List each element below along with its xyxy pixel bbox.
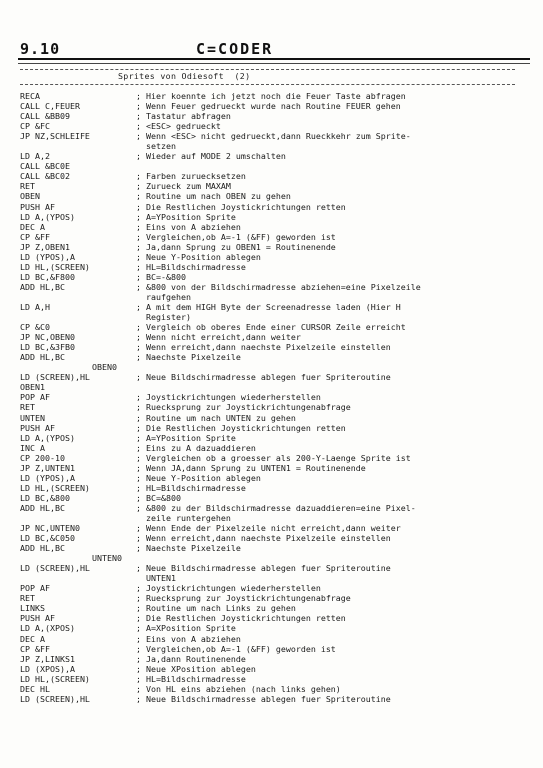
code-instruction: LD A,2 (20, 151, 50, 162)
code-line (20, 613, 530, 623)
code-comment: ; Farben zuruecksetzen (136, 171, 246, 182)
code-line (20, 161, 530, 171)
code-line (20, 242, 530, 252)
code-instruction: CP &C0 (20, 322, 50, 333)
code-instruction: OBEN0 (92, 362, 117, 373)
code-line (20, 202, 530, 212)
code-instruction: ADD HL,BC (20, 352, 65, 363)
code-instruction: DEC A (20, 633, 45, 644)
code-instruction: LD A,(XPOS) (20, 623, 75, 634)
code-comment: ; Von HL eins abziehen (nach links gehen) (136, 683, 341, 694)
code-line (20, 593, 530, 603)
code-comment: ; Wenn nicht erreicht,dann weiter (136, 332, 301, 343)
code-instruction: LD BC,&800 (20, 492, 70, 503)
code-line (20, 603, 530, 613)
code-line (20, 181, 530, 191)
code-comment: ; Wenn Ende der Pixelzeile nicht erreicht,dann weiter (136, 523, 401, 534)
code-comment: ; A=YPosition Sprite (136, 432, 236, 443)
code-instruction: POP AF (20, 583, 50, 594)
code-line (20, 332, 530, 342)
code-comment: ; Eins von A abziehen (136, 221, 241, 232)
code-instruction: RET (20, 181, 35, 192)
code-comment: ; Wenn erreicht,dann naechste Pixelzeile einstellen (136, 342, 391, 353)
code-line (20, 222, 530, 232)
code-instruction: RET (20, 593, 35, 604)
code-comment: ; Routine um nach UNTEN zu gehen (136, 412, 296, 423)
code-comment: ; Wenn JA,dann Sprung zu UNTEN1 = Routinenende (136, 462, 366, 473)
code-line (20, 433, 530, 443)
code-comment: ; A mit dem HIGH Byte der Screenadresse laden (Hier H (136, 301, 401, 312)
code-line (20, 402, 530, 412)
code-instruction: JP NZ,SCHLEIFE (20, 131, 90, 142)
code-instruction: JP NC,OBEN0 (20, 332, 75, 343)
code-instruction: UNTEN0 (92, 553, 122, 564)
code-comment: raufgehen (136, 291, 191, 302)
code-instruction: LD A,H (20, 301, 50, 312)
code-comment: ; Vergleichen,ob A=-1 (&FF) geworden ist (136, 643, 336, 654)
code-instruction: CP &FF (20, 643, 50, 654)
code-line (20, 91, 530, 101)
code-comment: Register) (136, 312, 191, 323)
code-line (20, 292, 530, 302)
dashed-divider-bottom (20, 84, 515, 85)
code-line (20, 262, 530, 272)
code-line (20, 111, 530, 121)
code-instruction: CP &FC (20, 121, 50, 132)
code-line (20, 423, 530, 433)
code-comment: ; Wieder auf MODE 2 umschalten (136, 151, 286, 162)
code-instruction: POP AF (20, 392, 50, 403)
code-line (20, 302, 530, 312)
code-instruction: OBEN (20, 191, 40, 202)
code-instruction: CP 200-10 (20, 452, 65, 463)
code-comment: setzen (136, 141, 176, 152)
code-line (20, 141, 530, 151)
code-line (20, 342, 530, 352)
code-line (20, 382, 530, 392)
code-comment: ; Wenn Feuer gedrueckt wurde nach Routine FEUER gehen (136, 101, 401, 112)
section-subtitle: Sprites von Odiesoft (2) (118, 71, 251, 81)
code-instruction: JP Z,LINKS1 (20, 653, 75, 664)
dashed-divider-top (20, 69, 515, 70)
code-instruction: JP Z,UNTEN1 (20, 462, 75, 473)
code-comment: ; Vergleich ob oberes Ende einer CURSOR Zeile erreicht (136, 322, 406, 333)
code-instruction: LD BC,&F800 (20, 271, 75, 282)
code-instruction: CALL &BC0E (20, 161, 70, 172)
code-comment: ; Joystickrichtungen wiederherstellen (136, 392, 321, 403)
code-line (20, 171, 530, 181)
code-comment: ; Neue Y-Position ablegen (136, 251, 261, 262)
code-comment: ; &800 von der Bildschirmadresse abziehen=eine Pixelzeile (136, 281, 421, 292)
code-comment: ; Wenn <ESC> nicht gedrueckt,dann Rueckkehr zum Sprite- (136, 131, 411, 142)
code-line (20, 443, 530, 453)
code-line (20, 473, 530, 483)
code-line (20, 563, 530, 573)
code-line (20, 362, 530, 372)
code-instruction: RECA (20, 91, 40, 101)
code-instruction: ADD HL,BC (20, 502, 65, 513)
code-line (20, 151, 530, 161)
code-instruction: RET (20, 402, 35, 413)
code-instruction: LD (YPOS),A (20, 251, 75, 262)
code-instruction: CALL &BB09 (20, 111, 70, 122)
code-comment: ; Ruecksprung zur Joystickrichtungenabfrage (136, 593, 351, 604)
code-instruction: LD A,(YPOS) (20, 211, 75, 222)
code-comment: ; BC=&800 (136, 492, 181, 503)
code-comment: ; Ja,dann Sprung zu OBEN1 = Routinenende (136, 241, 336, 252)
code-comment: ; Wenn erreicht,dann naechste Pixelzeile einstellen (136, 533, 391, 544)
code-line (20, 282, 530, 292)
code-instruction: CALL &BC02 (20, 171, 70, 182)
code-line (20, 573, 530, 583)
code-line (20, 372, 530, 382)
code-instruction: LD BC,&C050 (20, 533, 75, 544)
code-instruction: DEC A (20, 221, 45, 232)
code-comment: ; Eins zu A dazuaddieren (136, 442, 256, 453)
code-instruction: LD HL,(SCREEN) (20, 261, 90, 272)
code-comment: ; Zurueck zum MAXAM (136, 181, 231, 192)
code-line (20, 503, 530, 513)
code-line (20, 493, 530, 503)
code-comment: ; A=XPosition Sprite (136, 623, 236, 634)
code-instruction: LD (XPOS),A (20, 663, 75, 674)
code-line (20, 352, 530, 362)
code-instruction: LD HL,(SCREEN) (20, 673, 90, 684)
code-comment: ; Tastatur abfragen (136, 111, 231, 122)
code-instruction: ADD HL,BC (20, 281, 65, 292)
code-line (20, 583, 530, 593)
code-line (20, 392, 530, 402)
code-line (20, 252, 530, 262)
code-instruction: DEC HL (20, 683, 50, 694)
code-instruction: JP NC,UNTEN0 (20, 523, 80, 534)
code-comment: ; BC=-&800 (136, 271, 186, 282)
page-title: C=CODER (196, 40, 274, 58)
code-listing (20, 91, 530, 704)
code-instruction: PUSH AF (20, 422, 55, 433)
code-comment: ; Eins von A abziehen (136, 633, 241, 644)
code-comment: ; Die Restlichen Joystickrichtungen retten (136, 422, 346, 433)
code-line (20, 543, 530, 553)
code-line (20, 121, 530, 131)
code-comment: ; <ESC> gedrueckt (136, 121, 221, 132)
code-line (20, 513, 530, 523)
code-instruction: UNTEN (20, 412, 45, 423)
code-comment: zeile runtergehen (136, 512, 231, 523)
code-line (20, 212, 530, 222)
code-line (20, 101, 530, 111)
code-line (20, 634, 530, 644)
code-line (20, 684, 530, 694)
code-instruction: LD (YPOS),A (20, 472, 75, 483)
code-instruction: PUSH AF (20, 201, 55, 212)
code-comment: ; HL=Bildschirmadresse (136, 482, 246, 493)
code-line (20, 523, 530, 533)
code-comment: ; Vergleichen ob a groesser als 200-Y-Laenge Sprite ist (136, 452, 411, 463)
code-line (20, 312, 530, 322)
code-comment: ; A=YPosition Sprite (136, 211, 236, 222)
code-comment: ; Neue Bildschirmadresse ablegen fuer Spriteroutine (136, 693, 391, 704)
code-comment: ; Ja,dann Routinenende (136, 653, 246, 664)
code-instruction: INC A (20, 442, 45, 453)
code-line (20, 694, 530, 704)
code-instruction: PUSH AF (20, 613, 55, 624)
code-comment: ; Die Restlichen Joystickrichtungen retten (136, 613, 346, 624)
code-comment: ; &800 zu der Bildschirmadresse dazuaddieren=eine Pixel- (136, 502, 416, 513)
code-instruction: OBEN1 (20, 382, 45, 393)
code-line (20, 413, 530, 423)
code-comment: ; Neue XPosition ablegen (136, 663, 256, 674)
code-line (20, 463, 530, 473)
code-instruction: CP &FF (20, 231, 50, 242)
code-line (20, 131, 530, 141)
code-comment: UNTEN1 (136, 573, 176, 584)
code-line (20, 553, 530, 563)
code-line (20, 483, 530, 493)
code-comment: ; Hier koennte ich jetzt noch die Feuer Taste abfragen (136, 91, 406, 101)
code-comment: ; Routine um nach OBEN zu gehen (136, 191, 291, 202)
code-comment: ; Naechste Pixelzeile (136, 543, 241, 554)
code-line (20, 453, 530, 463)
code-comment: ; Joystickrichtungen wiederherstellen (136, 583, 321, 594)
code-comment: ; Vergleichen,ob A=-1 (&FF) geworden ist (136, 231, 336, 242)
code-line (20, 191, 530, 201)
code-line (20, 654, 530, 664)
code-instruction: CALL C,FEUER (20, 101, 80, 112)
code-comment: ; HL=Bildschirmadresse (136, 261, 246, 272)
code-line (20, 272, 530, 282)
code-line (20, 533, 530, 543)
code-comment: ; Ruecksprung zur Joystickrichtungenabfrage (136, 402, 351, 413)
code-line (20, 623, 530, 633)
code-comment: ; HL=Bildschirmadresse (136, 673, 246, 684)
code-line (20, 322, 530, 332)
code-line (20, 664, 530, 674)
code-instruction: LD BC,&3FB0 (20, 342, 75, 353)
code-comment: ; Neue Bildschirmadresse ablegen fuer Spriteroutine (136, 563, 391, 574)
code-line (20, 644, 530, 654)
page-number: 9.10 (20, 40, 61, 58)
code-comment: ; Neue Y-Position ablegen (136, 472, 261, 483)
code-instruction: ADD HL,BC (20, 543, 65, 554)
code-line (20, 232, 530, 242)
code-instruction: LD (SCREEN),HL (20, 563, 90, 574)
code-comment: ; Neue Bildschirmadresse ablegen fuer Spriteroutine (136, 372, 391, 383)
code-instruction: LD A,(YPOS) (20, 432, 75, 443)
code-comment: ; Naechste Pixelzeile (136, 352, 241, 363)
header-rule (18, 58, 530, 60)
code-instruction: LINKS (20, 603, 45, 614)
code-comment: ; Routine um nach Links zu gehen (136, 603, 296, 614)
header-rule-thin (18, 63, 530, 64)
code-instruction: LD (SCREEN),HL (20, 693, 90, 704)
code-instruction: JP Z,OBEN1 (20, 241, 70, 252)
code-line (20, 674, 530, 684)
code-comment: ; Die Restlichen Joystickrichtungen retten (136, 201, 346, 212)
code-instruction: LD (SCREEN),HL (20, 372, 90, 383)
code-instruction: LD HL,(SCREEN) (20, 482, 90, 493)
